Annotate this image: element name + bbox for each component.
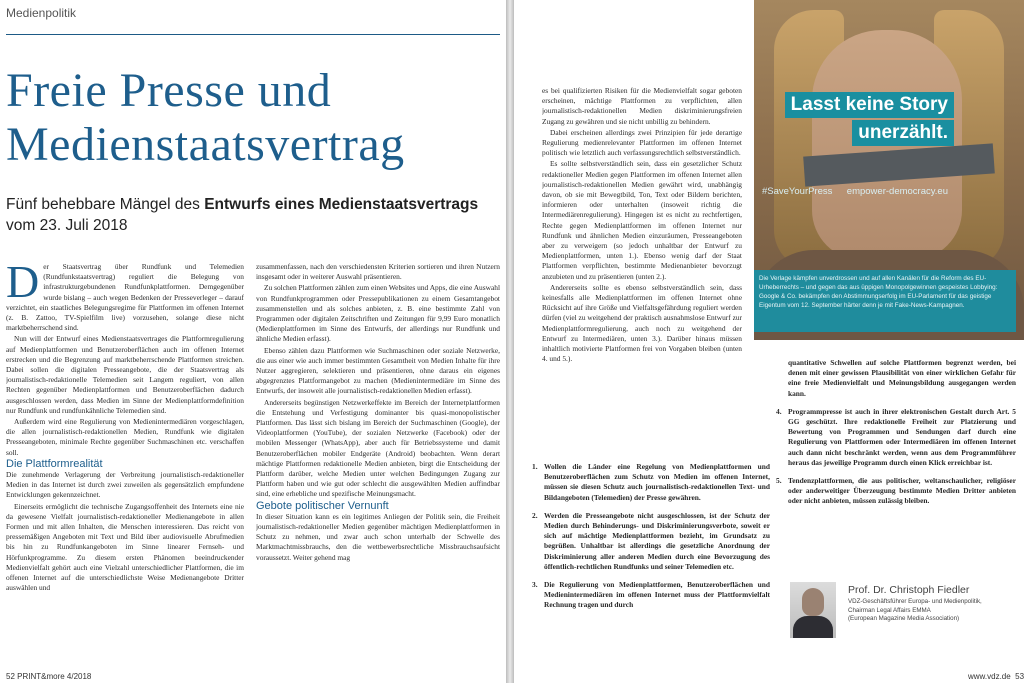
right-page [514, 0, 1024, 683]
author-description: VDZ-Geschäftsführer Europa- und Medienpolitik, Chairman Legal Affairs EMMA (European Magazine Media Association) [848, 598, 982, 623]
list-item: 4. Programmpresse ist auch in ihrer elektronischen Gestalt durch Art. 5 GG geschützt. Ihre redaktionelle Freiheit zur Platzierung und Bewertung von Programmen und Sendungen darf durch eine Regulierung von Plattformen oder Intermediären im offenen Internet auch dann nicht beschränkt werden, wenn aus dem Programmführer heraus das jeweilige Programm durch einen Klick erreichbar ist. [776, 406, 1016, 467]
list-item: 3. Die Regulierung von Medienplattformen, Benutzeroberflächen und Medienintermediären im offenen Internet muss der Plattformvielfalt Rechnung tragen und durch [532, 580, 770, 610]
list-item-continued: quantitative Schwellen auf solche Plattformen begrenzt werden, bei denen mit einer gewissen Plausibilität von einer wirklichen Gefahr für eine freie Medienvielfalt und Meinungsbildung ausgegangen werden kann. [788, 358, 1016, 398]
ad-url: empower-democracy.eu [846, 186, 948, 197]
article-title [6, 64, 501, 172]
left-footer: 52 PRINT&more 4/2018 [6, 672, 92, 681]
page-gutter [506, 0, 514, 683]
list-item: 2. Werden die Presseangebote nicht ausgeschlossen, ist der Schutz der Medien durch Behinderungs- und Diskriminierungsverbote, soweit er sich auf mächtige Medienplattformen bezieht, im Grundsatz zu begrüßen. Unhaltbar ist allerdings die gesetzliche Anordnung der Diskriminierung aller anderen Medien durch eine Bevorzugung des öffentlich-rechtlichen Rundfunks und seiner Telemedien etc. [532, 510, 770, 571]
title-line-2: Medienstaatsvertrag [6, 118, 405, 171]
right-footer: www.vdz.de 53 [968, 672, 1024, 681]
ad-slogan-line-1: Lasst keine Story [785, 92, 954, 118]
top-rule [6, 34, 500, 35]
ad-slogan-line-2: unerzählt. [852, 120, 954, 146]
subheading-gebote: Gebote politischer Vernunft [256, 499, 389, 512]
author-photo [790, 582, 836, 638]
article-subtitle: Fünf behebbare Mängel des Entwurfs eines Medienstaatsvertrags vom 23. Juli 2018 [6, 196, 479, 234]
ad-hashtag: #SaveYourPress [762, 186, 833, 197]
left-column-1: Der Staatsvertrag über Rundfunk und Telemedien (Rundfunkstaatsvertrag) reguliert die Belegung von infrastrukturgebundenen Rundfunkplattformen. Demgegenüber wurde bislang – auch wegen Bedenken der Presseverleger – darauf verzichtet, ein staatliches Belegungsregime für Plattformen im offenen Internet (z. B. Zattoo, TV-Spielfilm live) vorzusehen, solange diese nicht marktbeherrschend sind. Nun will der Entwurf eines Medienstaatsvertrages die Plattformregulierung auf Medienplattformen und Benutzeroberflächen auch im offenen Internet erstrecken und die Begrenzung auf marktbeherrschende Plattformen streichen. Dabei sollen die digitalen Presseangebote, die der Staatsvertrag als journalistisch-redaktionelle Telemedien seit Langem reguliert, von allen Rechten gegenüber Medienplattformen und Benutzeroberflächen dadurch ausgeschlossen werden, dass Medien im Sinne der Medienplattformdefinition nur Rundfunk und rundfunkähnliche Telemedien sind. Außerdem wird eine Regulierung von Medienintermediären vorgeschlagen, die allen journalistisch-redaktionellen Medien, Rundfunk wie digitalen Presseangeboten, minimale Rechte gegenüber Suchmaschinen etc. verschaffen soll. Die Plattformrealität Die zunehmende Verlagerung der Verbreitung journalistisch-redaktioneller Medien in das Internet ist durch zwei zuweilen als gegensätzlich empfundene Entwicklungen gekennzeichnet. Einerseits ermöglicht die technische Zugangsoffenheit des Internets eine nie da gewesene Vielfalt journalistisch-redaktioneller Medienangebote in allen Formen und mit allen Inhalten, die Menschen interessieren. Das reicht von pressemäßigen Angeboten mit Text und Bild über audiovisuelle Abrufmedien bis hin zu Rundfunkangeboten im Sinne linearer Fernseh- und Hörfunkprogramme. Zu diesem ersten Phänomen beeindruckender Medienvielfalt gehört auch eine Vielzahl unterschiedlicher Plattformen, die im offenen Internet auf die unterschiedlichste Weise Medienangebote Dritter auswählen und [6, 262, 244, 593]
list-item: 1. Wollen die Länder eine Regelung von Medienplattformen und Benutzeroberflächen zum Schutz von Medien im offenen Internet, müssen sie diesen Schutz auch journalistisch-redaktionellen Text- und Bildangeboten (Telemedien) der Presse gewähren. [532, 462, 770, 502]
left-column-2: zusammenfassen, nach den verschiedensten Kriterien sortieren und ihren Nutzern insgesamt oder in weiterer Auswahl präsentieren. Zu solchen Plattformen zählen zum einen Websites und Apps, die eine Auswahl von Rundfunkprogrammen oder Pressepublikationen zu einem Gesamtangebot zusammenstellen und als solches anbieten, z. B. eine bestimmte Zahl von Programmen oder digitalen Zeitschriften und Zeitungen für 9,99 Euro monatlich (Medienplattformen im Sinne des Entwurfs, der allerdings nur Rundfunk und ähnliche Medien erfasst). Ebenso zählen dazu Plattformen wie Suchmaschinen oder soziale Netzwerke, die aus einer wie auch immer bestimmten Gesamtheit von Medien Inhalte für ihre Nutzer aggregieren, selektieren und präsentieren, ohne daraus ein eigenes abgegrenztes Plattformangebot zu machen (Medienintermediäre im Sinne des Entwurfs, der insoweit alle journalistisch-redaktionellen Medien erfasst). Andererseits begünstigen Netzwerkeffekte im Bereich der Internetplattformen die Entstehung und Verfestigung dominanter bis quasi-monopolistischer Plattformen. Das lässt sich bislang im Bereich der Suchmaschinen (Google), der Videoplattformen (YouTube), der sozialen Netzwerke (Facebook) oder der mobilen Messenger (WhatsApp), aber auch für Betriebssysteme und damit Benutzeroberflächen mobiler Endgeräte (Android) beobachten. Wenn derart mächtige Plattformen redaktionelle Medien anbieten, birgt die Entscheidung der Plattform darüber, welche Medien unter welchen Bedingungen Zugang zur Plattform haben und wie gut oder schlecht die ausgewählten Medien auffindbar sind, eine erhebliche und spezifische Meinungsmacht. Gebote politischer Vernunft In dieser Situation kann es ein legitimes Anliegen der Politik sein, die Freiheit journalistisch-redaktioneller Medien gegenüber mächtigen Medienplattformen in Schutz zu nehmen, und zwar auch schon unterhalb der Schwelle des Marktmachtmissbrauchs, den die wettbewerbsrechtliche Missbrauchsaufsicht voraussetzt. Weiter gehend mag [256, 262, 500, 562]
left-page [0, 0, 506, 683]
numbered-list-1 [532, 462, 770, 662]
right-column-1: es bei qualifizierten Risiken für die Medienvielfalt sogar geboten erscheinen, mächtige Plattformen zu verpflichten, allen journalistisch-redaktionellen Medien diskriminierungsfreien Zugang zu gewähren und sie nicht unbillig zu behindern. Dabei erscheinen allerdings zwei Prinzipien für jede derartige Regulierung medienrelevanter Plattformen im offenen Internet politisch wie letztlich auch verfassungsrechtlich selbstverständlich. Es sollte selbstverständlich sein, dass ein gesetzlicher Schutz redaktioneller Medien gegen Plattformen im offenen Internet allen journalistisch-redaktionellen Medien gewährt wird, unabhängig davon, ob sie mit Bewegtbild, Ton, Text oder Bildern berichten, informieren oder unterhalten (insoweit richtig die Intermediärenregulierung). Hingegen ist es nicht zu rechtfertigen, Rechte gegen Medienplattformen im offenen Internet nur Rundfunk und ähnlichen Medien einzuräumen, Presseangeboten aber zu verweigern (so jedoch unhaltbar der Entwurf zu Medienplattformen, unten 1.). Ebenso wenig darf der Staat Plattformen verpflichten, bestimmte Medienanbieter bevorzugt anzubieten und zu präsentieren (unten 2.). Andererseits sollte es ebenso selbstverständlich sein, dass keinesfalls alle Medienplattformen im offenen Internet ohne Rücksicht auf ihre Größe und Vielfaltsgefährdung reguliert werden dürfen (viel zu weitgehend der praktisch ausnahmslose Entwurf zur Medienplattformregulierung, auch noch zu weitgehend der Entwurf zu Intermediären, unten 3.). Darüber hinaus müssen inhaltlich motivierte Plattformen frei von Vorgaben bleiben (unten 4. und 5.). [542, 86, 742, 364]
section-label: Medienpolitik [6, 6, 77, 20]
subheading-plattformrealitaet: Die Plattformrealität [6, 457, 103, 470]
ad-caption: Die Verlage kämpfen unverdrossen und auf allen Kanälen für die Reform des EU-Urheberrechts – und gegen das aus üppigen Monopolgewinnen gespeistes Lobbying: Google & Co. bekämpfen den Abstimmungserfolg im EU-Parlament für das geistige Eigentum vom 12. September härter denn je mit Fake-News-Kampagnen. [754, 270, 1016, 332]
author-name: Prof. Dr. Christoph Fiedler [848, 584, 970, 596]
title-line-1: Freie Presse und [6, 64, 332, 117]
author-box [788, 580, 1020, 642]
drop-cap: D [6, 262, 40, 307]
list-item: 5. Tendenzplattformen, die aus politischer, weltanschaulicher, religiöser oder anderweitiger Überzeugung bestimmte Medien Dritter anbieten oder nicht anbieten, müssen zulässig bleiben. [776, 476, 1016, 506]
numbered-list-2 [776, 358, 1016, 573]
